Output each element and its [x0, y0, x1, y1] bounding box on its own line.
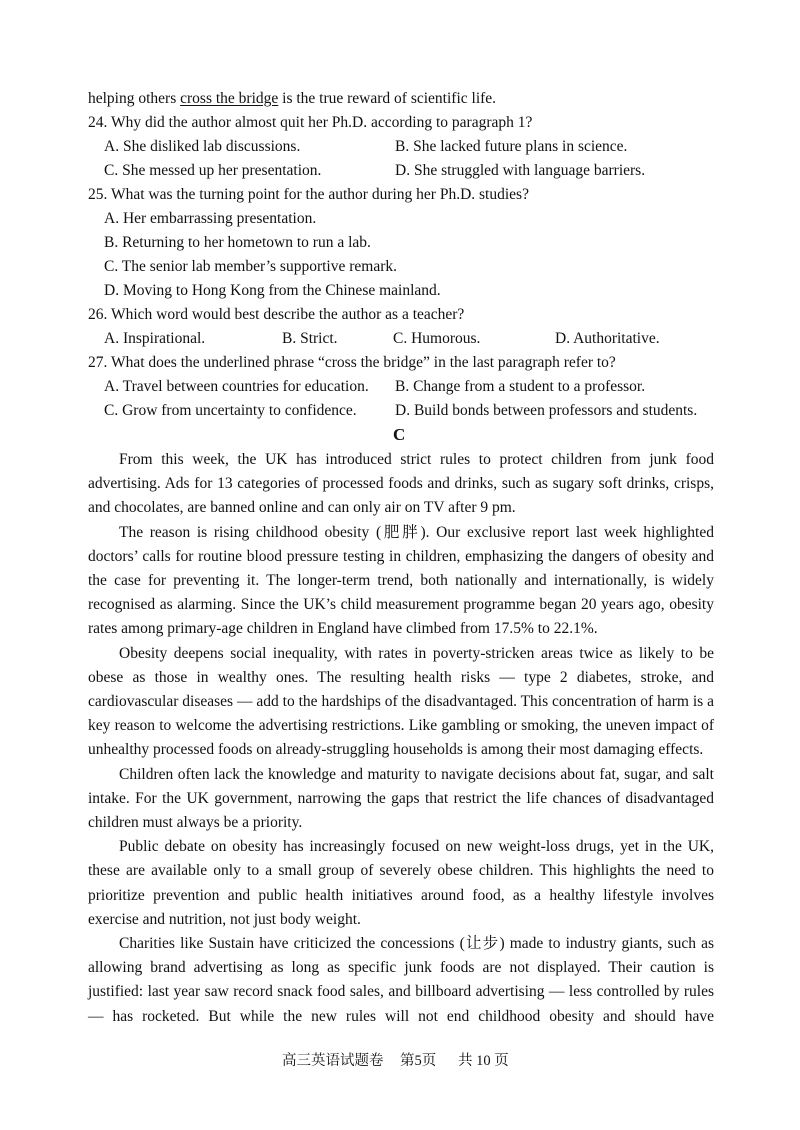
passage-c — [88, 448, 714, 1029]
question-24-option-c: C. She messed up her presentation. — [104, 162, 322, 179]
question-27-option-c: C. Grow from uncertainty to confidence. — [104, 402, 357, 419]
question-24-option-d: D. She struggled with language barriers. — [395, 162, 646, 179]
question-26-option-a: A. Inspirational. — [104, 330, 206, 347]
footer-total: 共 10 页 — [458, 1053, 509, 1069]
question-26-stem: 26. Which word would best describe the author as a teacher? — [88, 306, 465, 323]
question-25-option-c: C. The senior lab member’s supportive remark. — [104, 258, 397, 275]
question-25-stem: 25. What was the turning point for the author during her Ph.D. studies? — [88, 186, 529, 203]
question-26-option-c: C. Humorous. — [393, 330, 481, 347]
top-line-after: is the true reward of scientific life. — [278, 90, 497, 107]
question-26-option-b: B. Strict. — [282, 330, 338, 347]
passage-paragraph-2: The reason is rising childhood obesity (肥胖). Our exclusive report last week highlighted doctors’ calls for routine blood pressure testing in children, emphasizing the dangers of obesity and the case for preventing it. The longer-term trend, both nationally and internationally, is widely recognised as alarming. Since the UK’s child measurement programme began 20 years ago, obesity rates among primary-age children in England have climbed from 17.5% to 22.1%. — [88, 523, 714, 638]
question-27-option-b: B. Change from a student to a professor. — [395, 378, 646, 395]
question-27-option-a: A. Travel between countries for education. — [104, 378, 369, 395]
top-line-before: helping others — [88, 90, 181, 107]
question-27-option-d: D. Build bonds between professors and students. — [395, 402, 698, 419]
question-24-option-a: A. She disliked lab discussions. — [104, 138, 301, 155]
question-24-stem: 24. Why did the author almost quit her Ph.D. according to paragraph 1? — [88, 114, 533, 131]
passage-paragraph-1: From this week, the UK has introduced strict rules to protect children from junk food advertising. Ads for 13 categories of processed foods and drinks, such as sugary soft drinks, crisps, and chocolates, are banned online and can only air on TV after 9 pm. — [88, 451, 714, 517]
question-27-stem: 27. What does the underlined phrase “cross the bridge” in the last paragraph refer to? — [88, 354, 616, 371]
passage-b-last-line — [88, 89, 496, 109]
passage-paragraph-5: Public debate on obesity has increasingly focused on new weight-loss drugs, yet in the UK, these are available only to a small group of severely obese children. This highlights the need to prioritize prevention and public health initiatives around food, as a healthy lifestyle involves exercise and nutrition, not just body weight. — [88, 838, 714, 928]
footer-title: 高三英语试题卷 — [282, 1053, 384, 1069]
question-26-option-d: D. Authoritative. — [555, 330, 660, 347]
underlined-phrase: cross the bridge — [180, 90, 279, 107]
question-25-option-a: A. Her embarrassing presentation. — [104, 210, 317, 227]
passage-paragraph-4: Children often lack the knowledge and maturity to navigate decisions about fat, sugar, and salt intake. For the UK government, narrowing the gaps that restrict the life chances of disadvantaged children must always be a priority. — [88, 765, 714, 832]
footer-page: 第5页 — [400, 1053, 437, 1069]
passage-paragraph-3: Obesity deepens social inequality, with rates in poverty-stricken areas twice as likely to be obese as those in wealthy ones. The resulting health risks — type 2 diabetes, stroke, and cardiovascular diseases — add to the hardships of the disadvantaged. This concentration of harm is a key reason to welcome the advertising restrictions. Like gambling or smoking, the uneven impact of unhealthy processed foods on already-struggling households is among their most damaging effects. — [88, 644, 714, 759]
question-24-option-b: B. She lacked future plans in science. — [395, 138, 628, 155]
passage-paragraph-6: Charities like Sustain have criticized the concessions (让步) made to industry giants, such as allowing brand advertising as long as specific junk foods are not displayed. Their caution is justified: last year saw record snack food sales, and billboard advertising — less controlled by rules — has rocketed. But while the new rules will not end childhood obesity and should have — [88, 935, 714, 1025]
question-25-option-d: D. Moving to Hong Kong from the Chinese mainland. — [104, 282, 441, 299]
section-heading: C — [393, 425, 406, 444]
question-25-option-b: B. Returning to her hometown to run a lab. — [104, 234, 371, 251]
